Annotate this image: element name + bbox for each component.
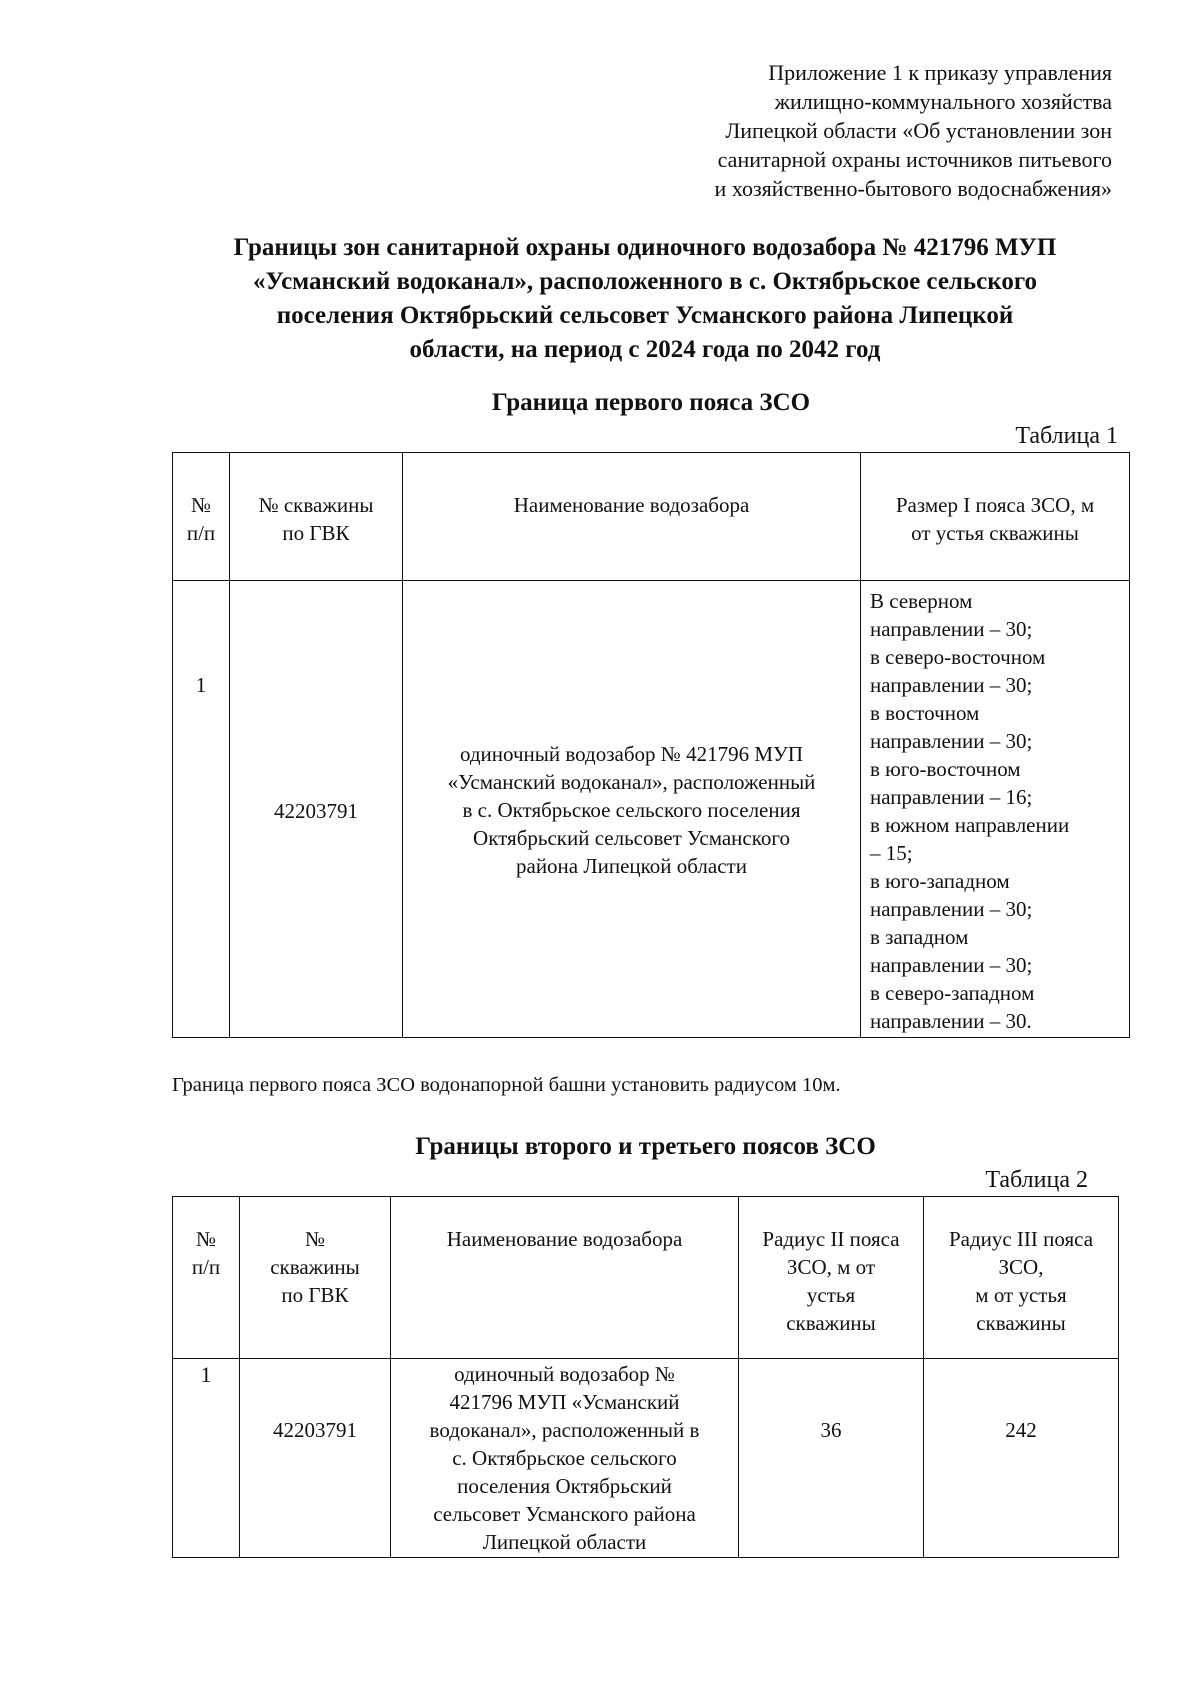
header-text: Наименование водозабора [446,1227,683,1251]
cell-line: направлении – 30; [870,673,1033,697]
cell-line: в юго-западном [870,869,1010,893]
appendix-line: санитарной охраны источников питьевого [717,147,1112,172]
cell-line: направлении – 30; [870,729,1033,753]
header-text: Наименование водозабора [513,493,750,517]
cell-line: В северном [870,589,973,613]
cell-line: одиночный водозабор № 421796 МУП [459,742,804,766]
title-line: поселения Октябрьский сельсовет Усманского района Липецкой [276,302,1014,329]
table2-label: Таблица 2 [985,1167,1088,1193]
cell-line: Октябрьский сельсовет Усманского [473,826,790,850]
cell-line: Липецкой области [482,1530,647,1554]
t2-cell-r2: 36 [739,1359,924,1558]
t2-cell-well: 42203791 [240,1359,391,1558]
header-text: скважины [786,1311,876,1335]
cell-line: в южном направлении [870,813,1070,837]
t1-header-name [403,453,861,581]
appendix-line: и хозяйственно-бытового водоснабжения» [714,176,1112,201]
cell-line: в северо-западном [870,981,1035,1005]
t2-header-r3 [924,1197,1119,1359]
header-text: № [304,1227,326,1251]
t2-header-name [391,1197,739,1359]
cell-line: «Усманский водоканал», расположенный [447,770,816,794]
cell-line: в с. Октябрьское сельского поселения [462,798,801,822]
cell-line: в северо-восточном [870,645,1046,669]
header-text: от устья скважины [911,521,1079,545]
table-row [173,1359,1119,1558]
header-text: устья [806,1283,856,1307]
section1-title: Граница первого пояса ЗСО [491,389,811,416]
title-line: Границы зон санитарной охраны одиночного водозабора № 421796 МУП [233,234,1057,261]
t2-cell-r3: 242 [924,1359,1119,1558]
cell-line: в западном [870,925,969,949]
appendix-line: Приложение 1 к приказу управления [768,60,1112,85]
header-text: по ГВК [282,521,350,545]
note-text: Граница первого пояса ЗСО водонапорной башни установить радиусом 10м. [172,1074,841,1096]
t1-cell-size [861,581,1130,1038]
cell-line: направлении – 30. [870,1009,1032,1033]
appendix-line: жилищно-коммунального хозяйства [774,89,1112,114]
t2-cell-name [391,1359,739,1558]
header-text: Радиус III пояса [948,1227,1094,1251]
cell-line: одиночный водозабор № [454,1362,675,1386]
title-line: области, на период с 2024 года по 2042 год [409,336,881,363]
header-text: скважины [976,1311,1066,1335]
t2-header-well [240,1197,391,1359]
t1-header-well [230,453,403,581]
t1-cell-well: 42203791 [230,581,403,1038]
appendix-note [592,58,1112,203]
title-line: «Усманский водоканал», расположенного в с. Октябрьское сельского [252,268,1038,295]
table1-label: Таблица 1 [1015,423,1118,449]
header-text: № [195,1227,217,1251]
cell-line: в восточном [870,701,980,725]
header-text: м от устья [975,1283,1067,1307]
header-text: № [190,493,212,517]
cell-line: в юго-восточном [870,757,1021,781]
cell-line: направлении – 30; [870,897,1033,921]
header-text: по ГВК [281,1283,349,1307]
cell-line: поселения Октябрьский [457,1474,672,1498]
header-text: п/п [186,521,216,545]
t1-cell-num: 1 [173,581,230,1038]
cell-line: с. Октябрьское сельского [452,1446,677,1470]
section2-title: Границы второго и третьего поясов ЗСО [415,1133,876,1160]
table1 [172,452,1130,1038]
document-title [120,231,1170,367]
t1-header-num [173,453,230,581]
t1-cell-name [403,581,861,1038]
header-text: скважины [270,1255,360,1279]
cell-line: направлении – 30; [870,617,1033,641]
t2-header-r2 [739,1197,924,1359]
t2-header-num [173,1197,240,1359]
cell-line: района Липецкой области [516,854,747,878]
table2 [172,1196,1119,1558]
table-row [173,581,1130,1038]
cell-line: – 15; [870,841,913,865]
cell-line: водоканал», расположенный в [429,1418,700,1442]
header-text: Размер I пояса ЗСО, м [895,493,1095,517]
cell-line: сельсовет Усманского района [433,1502,696,1526]
cell-line: 421796 МУП «Усманский [449,1390,680,1414]
cell-line: направлении – 30; [870,953,1033,977]
header-text: п/п [191,1255,221,1279]
appendix-line: Липецкой области «Об установлении зон [725,118,1112,143]
header-text: ЗСО, [998,1255,1044,1279]
header-text: № скважины [258,493,374,517]
t2-cell-num: 1 [173,1359,240,1558]
cell-line: направлении – 16; [870,785,1033,809]
t1-header-size [861,453,1130,581]
header-text: Радиус II пояса [762,1227,900,1251]
header-text: ЗСО, м от [786,1255,876,1279]
